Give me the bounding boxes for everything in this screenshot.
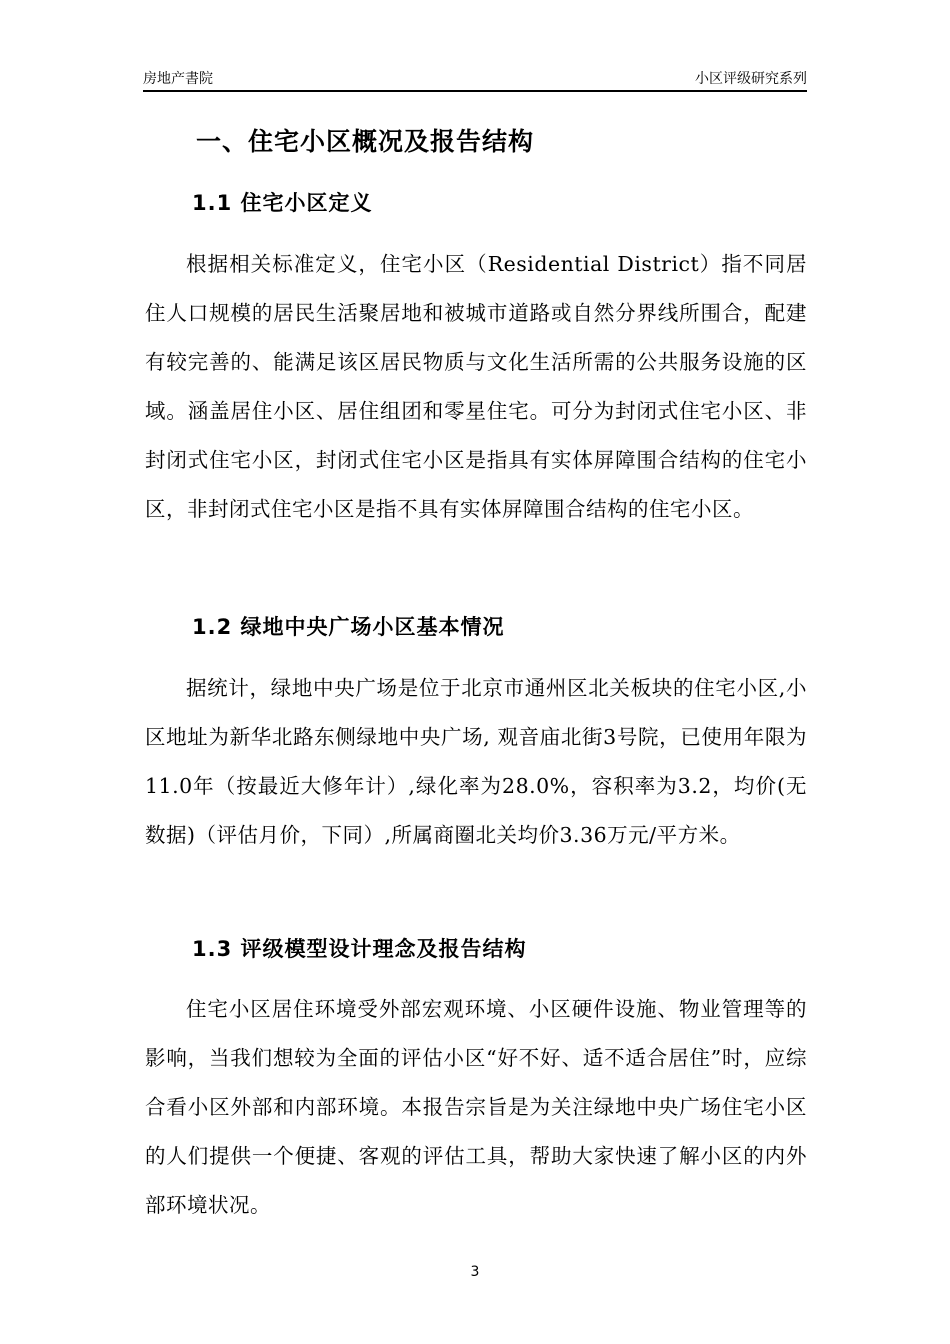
- page-header: [143, 64, 807, 92]
- section-heading-1-2: 1.2 绿地中央广场小区基本情况: [192, 615, 505, 639]
- section-paragraph-1-2: 据统计，绿地中央广场是位于北京市通州区北关板块的住宅小区,小区地址为新华北路东侧绿地中央广场, 观音庙北街3号院，已使用年限为11.0年（按最近大修年计）,绿化率为28.0%，容积率为3.2，均价(无数据)（评估月价，下同）,所属商圈北关均价3.36万元/平方米。: [145, 676, 807, 847]
- header-publisher: 房地产書院: [143, 71, 213, 87]
- section-heading-1-3: 1.3 评级模型设计理念及报告结构: [192, 937, 527, 961]
- chapter-title: 一、住宅小区概况及报告结构: [196, 127, 535, 156]
- section-heading-1-1: 1.1 住宅小区定义: [192, 191, 373, 215]
- page-number: 3: [470, 1264, 480, 1280]
- section-paragraph-1-3: 住宅小区居住环境受外部宏观环境、小区硬件设施、物业管理等的影响，当我们想较为全面的评估小区“好不好、适不适合居住”时，应综合看小区外部和内部环境。本报告宗旨是为关注绿地中央广场住宅小区的人们提供一个便捷、客观的评估工具，帮助大家快速了解小区的内外部环境状况。: [145, 997, 807, 1217]
- section-paragraph-1-1: 根据相关标准定义，住宅小区（Residential District）指不同居住人口规模的居民生活聚居地和被城市道路或自然分界线所围合，配建有较完善的、能满足该区居民物质与文化生活所需的公共服务设施的区域。涵盖居住小区、居住组团和零星住宅。可分为封闭式住宅小区、非封闭式住宅小区，封闭式住宅小区是指具有实体屏障围合结构的住宅小区，非封闭式住宅小区是指不具有实体屏障围合结构的住宅小区。: [145, 252, 807, 521]
- header-series: 小区评级研究系列: [695, 71, 807, 87]
